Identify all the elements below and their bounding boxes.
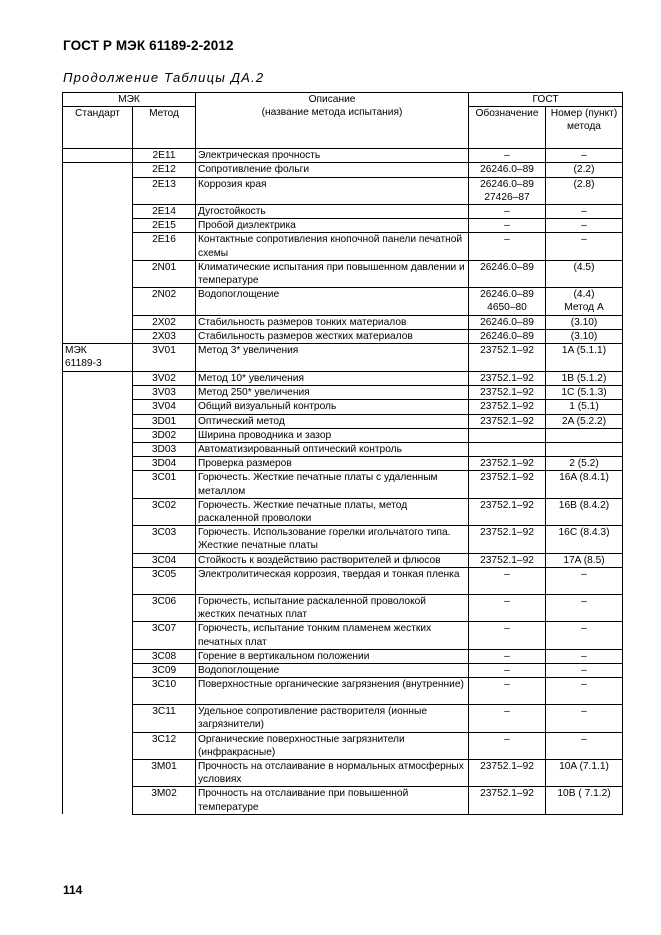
description-cell: Горючесть, испытание раскаленной проволокой жестких печатных плат bbox=[196, 594, 469, 621]
description-cell: Автоматизированный оптический контроль bbox=[196, 443, 469, 457]
description-cell: Стойкость к воздействию растворителей и флюсов bbox=[196, 553, 469, 567]
table-row bbox=[63, 163, 623, 177]
number-cell: – bbox=[546, 233, 623, 260]
designation-cell: 23752.1–92 bbox=[469, 553, 546, 567]
method-cell: 2X03 bbox=[133, 329, 196, 343]
header-gost: ГОСТ bbox=[469, 93, 623, 107]
standard-cell bbox=[63, 594, 133, 621]
description-cell: Общий визуальный контроль bbox=[196, 400, 469, 414]
number-cell: – bbox=[546, 732, 623, 759]
designation-cell: 26246.0–89 bbox=[469, 329, 546, 343]
method-cell: 3M02 bbox=[133, 787, 196, 814]
number-cell: (3.10) bbox=[546, 315, 623, 329]
table-row bbox=[63, 400, 623, 414]
number-cell: 2 (5.2) bbox=[546, 457, 623, 471]
standard-cell bbox=[63, 163, 133, 177]
table-body bbox=[63, 149, 623, 815]
standard-cell bbox=[63, 649, 133, 663]
method-cell: 2N02 bbox=[133, 288, 196, 315]
number-cell: (3.10) bbox=[546, 329, 623, 343]
table-row bbox=[63, 471, 623, 498]
table-row bbox=[63, 149, 623, 163]
designation-cell: 23752.1–92 bbox=[469, 400, 546, 414]
description-cell: Горючесть. Использование горелки игольчатого типа. Жесткие печатные платы bbox=[196, 526, 469, 553]
number-cell: 1B (5.1.2) bbox=[546, 372, 623, 386]
description-cell: Стабильность размеров жестких материалов bbox=[196, 329, 469, 343]
number-cell: 16A (8.4.1) bbox=[546, 471, 623, 498]
number-cell: 1A (5.1.1) bbox=[546, 344, 623, 372]
table-row bbox=[63, 288, 623, 315]
number-cell: (2.8) bbox=[546, 177, 623, 204]
standard-cell bbox=[63, 149, 133, 163]
standard-cell bbox=[63, 428, 133, 442]
number-cell: – bbox=[546, 149, 623, 163]
standard-cell bbox=[63, 315, 133, 329]
designation-cell: – bbox=[469, 663, 546, 677]
method-cell: 3D02 bbox=[133, 428, 196, 442]
method-cell: 3M01 bbox=[133, 759, 196, 786]
table-row bbox=[63, 428, 623, 442]
table-row bbox=[63, 705, 623, 732]
standard-cell bbox=[63, 443, 133, 457]
method-cell: 3V03 bbox=[133, 386, 196, 400]
description-cell: Стабильность размеров тонких материалов bbox=[196, 315, 469, 329]
table-row bbox=[63, 372, 623, 386]
table-row bbox=[63, 678, 623, 705]
table-row bbox=[63, 219, 623, 233]
standard-cell bbox=[63, 759, 133, 786]
description-cell: Удельное сопротивление растворителя (ионные загрязнители) bbox=[196, 705, 469, 732]
designation-cell: 23752.1–92 bbox=[469, 498, 546, 525]
standard-cell: МЭК 61189-3 bbox=[63, 344, 133, 372]
designation-cell: 26246.0–89 bbox=[469, 163, 546, 177]
designation-cell: 23752.1–92 bbox=[469, 414, 546, 428]
table-row bbox=[63, 594, 623, 621]
designation-cell: – bbox=[469, 233, 546, 260]
number-cell: – bbox=[546, 678, 623, 705]
designation-cell: 26246.0–89 27426–87 bbox=[469, 177, 546, 204]
table-row bbox=[63, 787, 623, 814]
designation-cell: 23752.1–92 bbox=[469, 372, 546, 386]
number-cell: (4.5) bbox=[546, 260, 623, 287]
standard-cell bbox=[63, 288, 133, 315]
document-title: ГОСТ Р МЭК 61189-2-2012 bbox=[63, 38, 234, 53]
standard-cell bbox=[63, 219, 133, 233]
standard-cell bbox=[63, 205, 133, 219]
method-cell: 3C09 bbox=[133, 663, 196, 677]
standard-cell bbox=[63, 329, 133, 343]
methods-table bbox=[62, 92, 623, 815]
method-cell: 2E12 bbox=[133, 163, 196, 177]
method-cell: 3C12 bbox=[133, 732, 196, 759]
table-row bbox=[63, 567, 623, 594]
method-cell: 3C06 bbox=[133, 594, 196, 621]
header-iec: МЭК bbox=[63, 93, 196, 107]
number-cell bbox=[546, 443, 623, 457]
description-cell: Водопоглощение bbox=[196, 288, 469, 315]
method-cell: 3D03 bbox=[133, 443, 196, 457]
table-caption: Продолжение Таблицы ДА.2 bbox=[63, 70, 265, 85]
designation-cell: – bbox=[469, 678, 546, 705]
description-cell: Сопротивление фольги bbox=[196, 163, 469, 177]
standard-cell bbox=[63, 471, 133, 498]
standard-cell bbox=[63, 498, 133, 525]
method-cell: 2X02 bbox=[133, 315, 196, 329]
standard-cell bbox=[63, 526, 133, 553]
designation-cell: – bbox=[469, 622, 546, 649]
standard-cell bbox=[63, 787, 133, 814]
number-cell: (4.4) Метод А bbox=[546, 288, 623, 315]
standard-cell bbox=[63, 553, 133, 567]
standard-cell bbox=[63, 400, 133, 414]
header-method: Метод bbox=[133, 107, 196, 149]
designation-cell: 26246.0–89 bbox=[469, 315, 546, 329]
table-row bbox=[63, 759, 623, 786]
designation-cell: 23752.1–92 bbox=[469, 386, 546, 400]
standard-cell bbox=[63, 705, 133, 732]
designation-cell: 23752.1–92 bbox=[469, 787, 546, 814]
table-row bbox=[63, 553, 623, 567]
method-cell: 2N01 bbox=[133, 260, 196, 287]
number-cell: – bbox=[546, 705, 623, 732]
description-cell: Электролитическая коррозия, твердая и тонкая пленка bbox=[196, 567, 469, 594]
table-row bbox=[63, 457, 623, 471]
number-cell: 1 (5.1) bbox=[546, 400, 623, 414]
description-cell: Ширина проводника и зазор bbox=[196, 428, 469, 442]
number-cell: (2.2) bbox=[546, 163, 623, 177]
standard-cell bbox=[63, 414, 133, 428]
table-row bbox=[63, 622, 623, 649]
designation-cell bbox=[469, 443, 546, 457]
designation-cell: – bbox=[469, 567, 546, 594]
standard-cell bbox=[63, 177, 133, 204]
method-cell: 2E16 bbox=[133, 233, 196, 260]
number-cell: – bbox=[546, 622, 623, 649]
method-cell: 3V01 bbox=[133, 344, 196, 372]
number-cell: 10B ( 7.1.2) bbox=[546, 787, 623, 814]
table-row bbox=[63, 649, 623, 663]
number-cell: 2A (5.2.2) bbox=[546, 414, 623, 428]
description-cell: Горючесть. Жесткие печатные платы, метод раскаленной проволоки bbox=[196, 498, 469, 525]
designation-cell: 23752.1–92 bbox=[469, 526, 546, 553]
table-row bbox=[63, 205, 623, 219]
method-cell: 3C10 bbox=[133, 678, 196, 705]
description-cell: Дугостойкость bbox=[196, 205, 469, 219]
description-cell: Контактные сопротивления кнопочной панели печатной схемы bbox=[196, 233, 469, 260]
table-row bbox=[63, 315, 623, 329]
table-row bbox=[63, 498, 623, 525]
number-cell: 16B (8.4.2) bbox=[546, 498, 623, 525]
number-cell: – bbox=[546, 219, 623, 233]
number-cell: – bbox=[546, 567, 623, 594]
designation-cell: – bbox=[469, 649, 546, 663]
designation-cell: – bbox=[469, 705, 546, 732]
method-cell: 3C01 bbox=[133, 471, 196, 498]
designation-cell: 26246.0–89 4650–80 bbox=[469, 288, 546, 315]
description-cell: Горение в вертикальном положении bbox=[196, 649, 469, 663]
table-row bbox=[63, 386, 623, 400]
standard-cell bbox=[63, 622, 133, 649]
method-cell: 2E13 bbox=[133, 177, 196, 204]
method-cell: 3D01 bbox=[133, 414, 196, 428]
description-cell: Водопоглощение bbox=[196, 663, 469, 677]
table-row bbox=[63, 414, 623, 428]
number-cell: – bbox=[546, 663, 623, 677]
table-row bbox=[63, 260, 623, 287]
description-cell: Прочность на отслаивание при повышенной температуре bbox=[196, 787, 469, 814]
method-cell: 3C02 bbox=[133, 498, 196, 525]
description-cell: Метод 10* увеличения bbox=[196, 372, 469, 386]
table-row bbox=[63, 526, 623, 553]
method-cell: 3C11 bbox=[133, 705, 196, 732]
standard-cell bbox=[63, 457, 133, 471]
number-cell: – bbox=[546, 205, 623, 219]
table-row bbox=[63, 663, 623, 677]
standard-cell bbox=[63, 386, 133, 400]
number-cell: 17A (8.5) bbox=[546, 553, 623, 567]
description-cell: Поверхностные органические загрязнения (внутренние) bbox=[196, 678, 469, 705]
method-cell: 3C05 bbox=[133, 567, 196, 594]
standard-cell bbox=[63, 372, 133, 386]
description-cell: Органические поверхностные загрязнители (инфракрасные) bbox=[196, 732, 469, 759]
designation-cell: 23752.1–92 bbox=[469, 457, 546, 471]
header-description-title: Описание bbox=[308, 94, 356, 105]
designation-cell: 23752.1–92 bbox=[469, 471, 546, 498]
description-cell: Горючесть, испытание тонким пламенем жестких печатных плат bbox=[196, 622, 469, 649]
description-cell: Горючесть. Жесткие печатные платы с удаленным металлом bbox=[196, 471, 469, 498]
description-cell: Климатические испытания при повышенном давлении и температуре bbox=[196, 260, 469, 287]
method-cell: 2E14 bbox=[133, 205, 196, 219]
standard-cell bbox=[63, 567, 133, 594]
method-cell: 3D04 bbox=[133, 457, 196, 471]
number-cell: – bbox=[546, 594, 623, 621]
header-designation: Обозначение bbox=[469, 107, 546, 149]
description-cell: Пробой диэлектрика bbox=[196, 219, 469, 233]
number-cell: 16C (8.4.3) bbox=[546, 526, 623, 553]
table-row bbox=[63, 344, 623, 372]
designation-cell: – bbox=[469, 205, 546, 219]
standard-cell bbox=[63, 260, 133, 287]
table-row bbox=[63, 329, 623, 343]
method-cell: 3V02 bbox=[133, 372, 196, 386]
number-cell: 1C (5.1.3) bbox=[546, 386, 623, 400]
description-cell: Прочность на отслаивание в нормальных атмосферных условиях bbox=[196, 759, 469, 786]
designation-cell: – bbox=[469, 732, 546, 759]
header-number: Номер (пункт) метода bbox=[546, 107, 623, 149]
header-description-sub: (название метода испытания) bbox=[261, 107, 403, 119]
description-cell: Оптический метод bbox=[196, 414, 469, 428]
header-description bbox=[196, 93, 469, 149]
designation-cell: 26246.0–89 bbox=[469, 260, 546, 287]
table-row bbox=[63, 443, 623, 457]
number-cell: 10A (7.1.1) bbox=[546, 759, 623, 786]
designation-cell: – bbox=[469, 149, 546, 163]
table-row bbox=[63, 732, 623, 759]
standard-cell bbox=[63, 732, 133, 759]
standard-cell bbox=[63, 663, 133, 677]
description-cell: Коррозия края bbox=[196, 177, 469, 204]
designation-cell: 23752.1–92 bbox=[469, 759, 546, 786]
method-cell: 3V04 bbox=[133, 400, 196, 414]
header-standard: Стандарт bbox=[63, 107, 133, 149]
description-cell: Метод 3* увеличения bbox=[196, 344, 469, 372]
method-cell: 2E11 bbox=[133, 149, 196, 163]
designation-cell: 23752.1–92 bbox=[469, 344, 546, 372]
table-row bbox=[63, 233, 623, 260]
method-cell: 3C08 bbox=[133, 649, 196, 663]
standard-cell bbox=[63, 233, 133, 260]
page-number: 114 bbox=[63, 883, 83, 897]
designation-cell bbox=[469, 428, 546, 442]
method-cell: 3C03 bbox=[133, 526, 196, 553]
number-cell: – bbox=[546, 649, 623, 663]
designation-cell: – bbox=[469, 219, 546, 233]
description-cell: Метод 250* увеличения bbox=[196, 386, 469, 400]
method-cell: 3C07 bbox=[133, 622, 196, 649]
number-cell bbox=[546, 428, 623, 442]
description-cell: Проверка размеров bbox=[196, 457, 469, 471]
designation-cell: – bbox=[469, 594, 546, 621]
table-row bbox=[63, 177, 623, 204]
description-cell: Электрическая прочность bbox=[196, 149, 469, 163]
method-cell: 3C04 bbox=[133, 553, 196, 567]
standard-cell bbox=[63, 678, 133, 705]
method-cell: 2E15 bbox=[133, 219, 196, 233]
